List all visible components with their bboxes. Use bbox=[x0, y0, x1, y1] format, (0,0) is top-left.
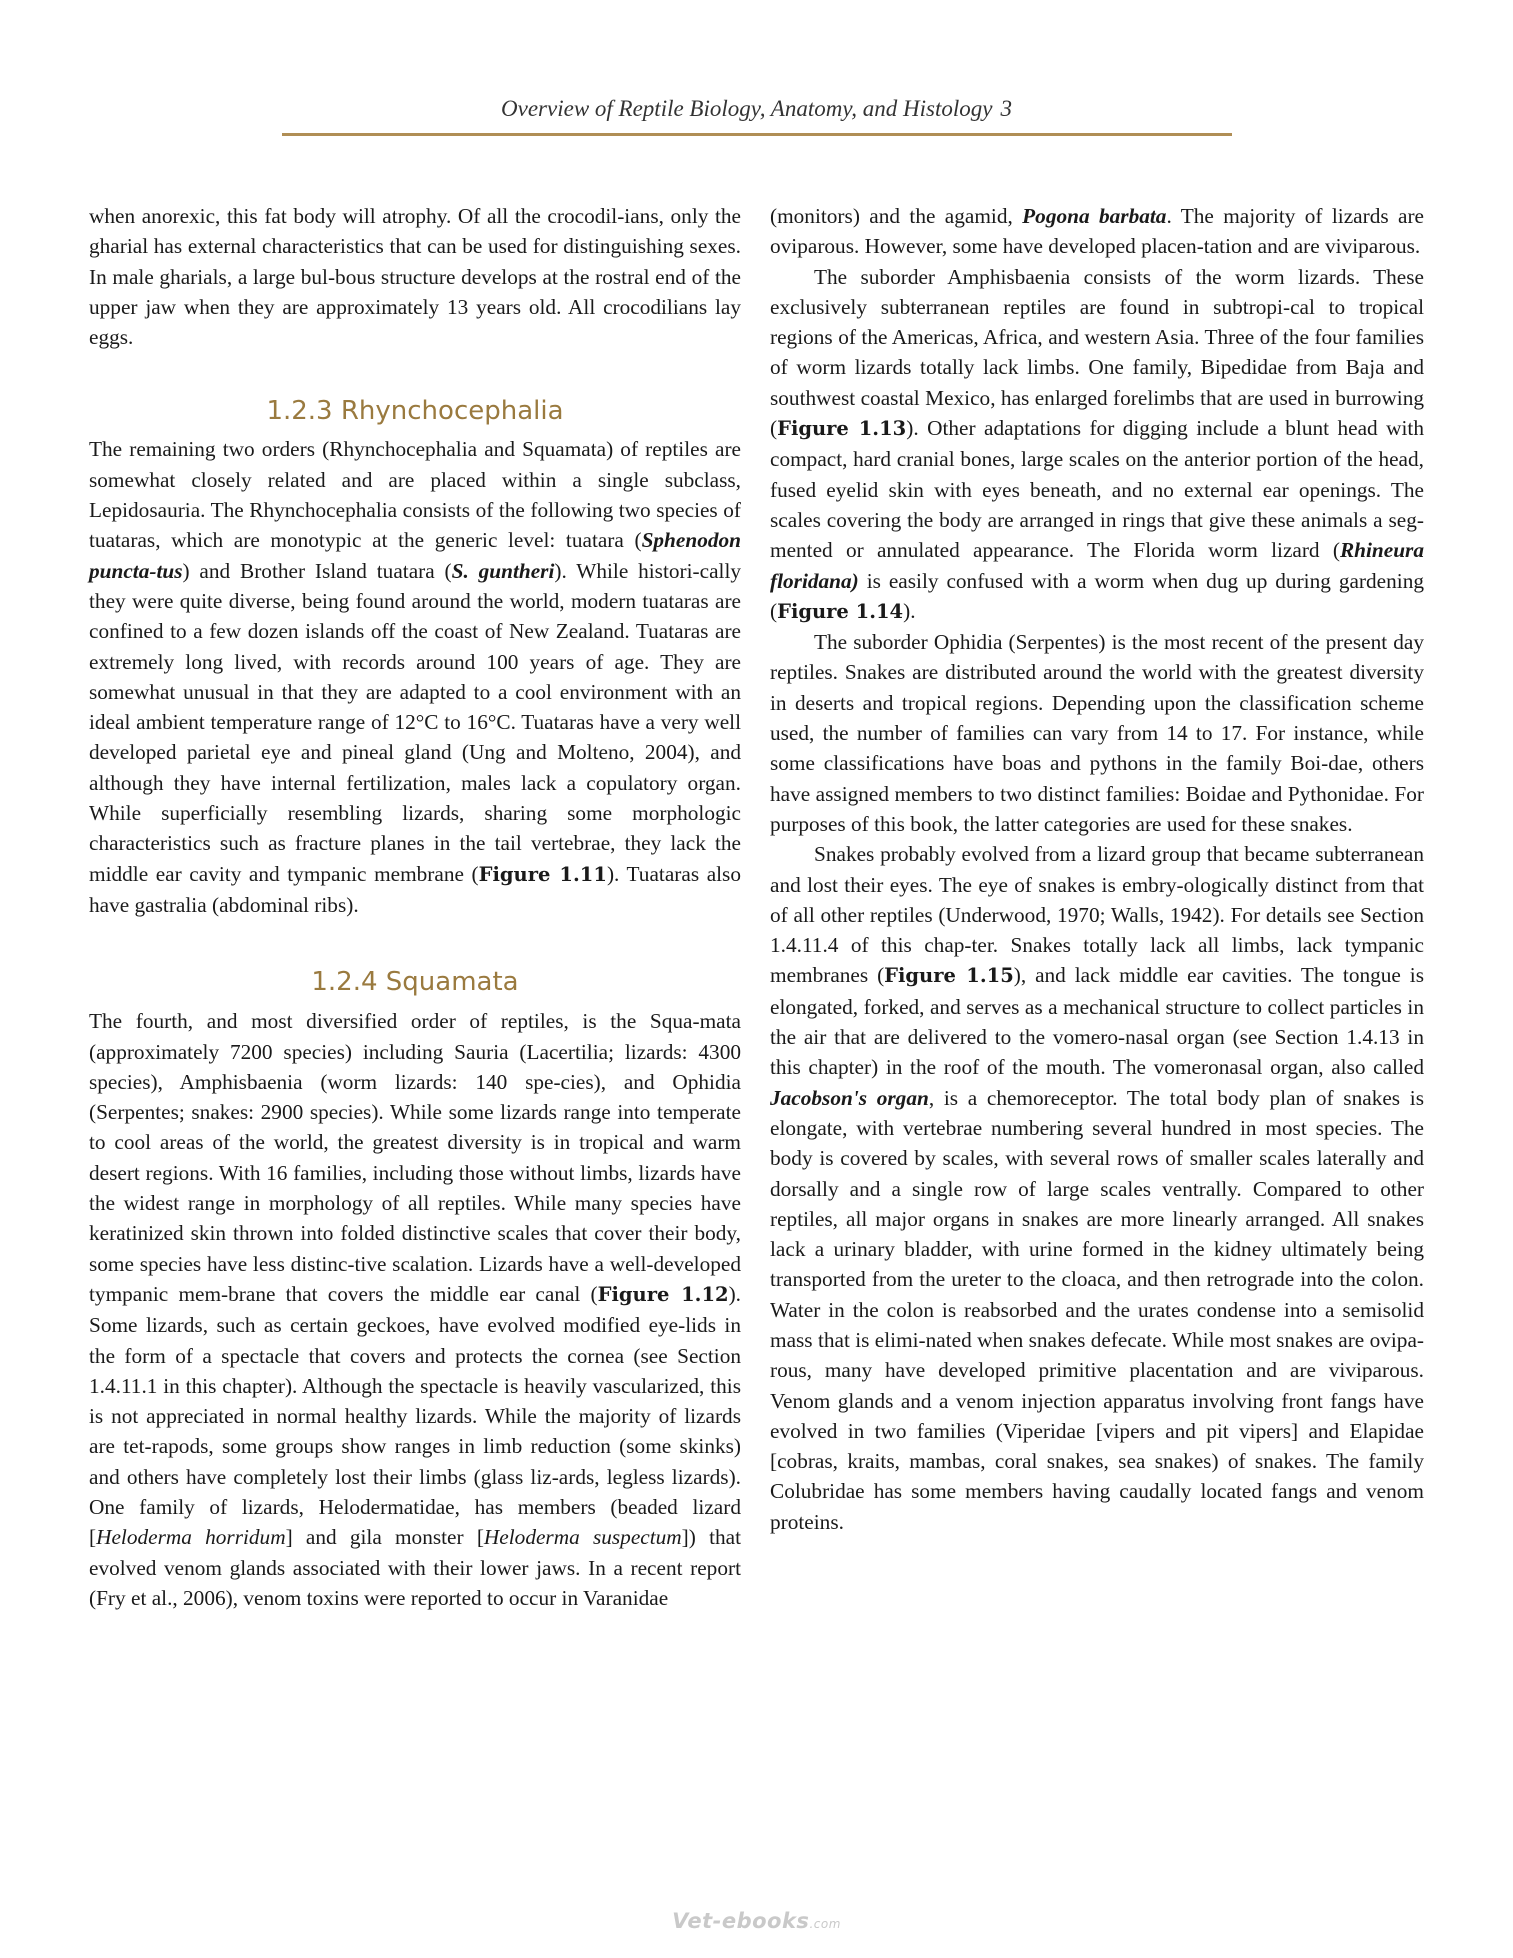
figure-reference: Figure 1.13 bbox=[777, 417, 907, 441]
running-header bbox=[0, 96, 1513, 122]
species-name: Rhineura floridana) bbox=[770, 538, 1424, 593]
text-run: ). Other adaptations for digging include a blunt head with compact, hard cranial bones, large scales on the anterior portion of the head, fused eyelid skin with eyes beneath, and no external ear openings. The scales covering the body are arranged in rings that give these animals a seg-mented or annulated appearance. The Florida worm lizard ( bbox=[770, 416, 1424, 563]
paragraph-amphisbaenia bbox=[770, 262, 1424, 628]
text-run: is easily confused with a worm when dug up during gardening ( bbox=[770, 568, 1424, 623]
running-title: Overview of Reptile Biology, Anatomy, and Histology bbox=[501, 96, 993, 121]
species-name: S. guntheri bbox=[451, 558, 555, 583]
text-run: The remaining two orders (Rhynchocephalia and Squamata) of reptiles are somewhat closely related and are placed within a single subclass, Lepidosauria. The Rhynchocephalia consists of the following two species of tuataras, which are monotypic at the generic level: tuatara ( bbox=[89, 437, 741, 553]
watermark-domain: .com bbox=[809, 1917, 841, 1931]
text-run: ] and gila monster [ bbox=[285, 1525, 484, 1550]
text-run: , is a chemoreceptor. The total body plan of snakes is elongate, with vertebrae numbering several hundred in most species. The body is covered by scales, with several rows of smaller scales laterally and dorsally and a single row of large scales ventrally. Compared to other reptiles, all major organs in snakes are more linearly arranged. All snakes lack a urinary bladder, with urine formed in the kidney ultimately being transported from the ureter to the cloaca, and then retrograde into the colon. Water in the colon is reabsorbed and the urates condense into a semisolid mass that is elimi-nated when snakes defecate. While most snakes are ovipa-rous, many have developed primitive placentation and are viviparous. Venom glands and a venom injection apparatus involving front fangs have evolved in two families (Viperidae [vipers and pit vipers] and Elapidae [cobras, kraits, mambas, coral snakes, sea snakes) of snakes. The family Colubridae has some members having caudally located fangs and venom proteins. bbox=[770, 1085, 1424, 1534]
text-run: The suborder Amphisbaenia consists of the worm lizards. These exclusively subterranean reptiles are found in subtropi-cal to tropical regions of the Americas, Africa, and western Asia. Three of the four families of worm lizards totally lack limbs. One family, Bipedidae from Baja and southwest coastal Mexico, has enlarged forelimbs that are used in burrowing ( bbox=[770, 264, 1424, 441]
text-run: ). Tuataras also have gastralia (abdominal ribs). bbox=[89, 861, 741, 917]
figure-reference: Figure 1.15 bbox=[884, 964, 1014, 988]
watermark-text: Vet-ebooks bbox=[672, 1909, 810, 1933]
text-run: (monitors) and the agamid, bbox=[770, 204, 1023, 228]
text-run: The fourth, and most diversified order of reptiles, is the Squa-mata (approximately 7200 species) including Sauria (Lacertilia; lizards: 4300 species), Amphisbaenia (worm lizards: 140 spe-cies), and Ophidia (Serpentes; snakes: 2900 species). While some lizards range into temperate to cool areas of the world, the greatest diversity is in tropical and warm desert regions. With 16 families, including those without limbs, lizards have the widest range in morphology of all reptiles. While many species have keratinized skin thrown into folded distinctive scales that cover their body, some species have less distinc-tive scalation. Lizards have a well-developed tympanic mem-brane that covers the middle ear canal ( bbox=[89, 1009, 741, 1306]
paragraph-rhynchocephalia bbox=[89, 434, 741, 920]
figure-reference: Figure 1.11 bbox=[478, 862, 607, 886]
text-run: when anorexic, this fat body will atrophy. Of all the crocodil-ians, only the gharial has external characteristics that can be used for distinguishing sexes. In male gharials, a large bul-bous structure develops at the rostral end of the upper jaw when they are approximately 13 years old. All crocodilians lay eggs. bbox=[89, 204, 741, 350]
heading-squamata: 1.2.4 Squamata bbox=[311, 967, 519, 998]
header-rule bbox=[282, 133, 1232, 136]
text-run: ) and Brother Island tuatara ( bbox=[182, 558, 452, 583]
paragraph-squamata bbox=[89, 1006, 741, 1613]
heading-rhynchocephalia: 1.2.3 Rhynchocephalia bbox=[266, 396, 564, 427]
species-name: Heloderma horridum bbox=[96, 1525, 286, 1550]
watermark-logo bbox=[0, 1909, 1513, 1933]
page-number: 3 bbox=[1000, 96, 1012, 121]
text-run: The suborder Ophidia (Serpentes) is the most recent of the present day reptiles. Snakes are distributed around the world with the greatest diversity in deserts and tropical regions. Depending upon the classification scheme used, the number of families can vary from 14 to 17. For instance, while some classifications have boas and pythons in the family Boi-dae, others have assigned members to two distinct families: Boidae and Pythonidae. For purposes of this book, the latter categories are used for these snakes. bbox=[770, 630, 1424, 836]
figure-reference: Figure 1.14 bbox=[777, 599, 904, 623]
species-name: Heloderma suspectum bbox=[483, 1525, 682, 1550]
text-run: ]) that evolved venom glands associated with their lower jaws. In a recent report (Fry et al., 2006), venom toxins were reported to occur in Varanidae bbox=[89, 1525, 741, 1610]
species-name: Pogona barbata bbox=[1022, 204, 1167, 228]
right-column bbox=[770, 201, 1424, 1537]
text-run: ). While histori-cally they were quite diverse, being found around the world, modern tuataras are confined to a few dozen islands off the coast of New Zealand. Tuataras are extremely long lived, with records around 100 years of age. They are somewhat unusual in that they are adapted to a cool environment with an ideal ambient temperature range of 12°C to 16°C. Tuataras have a very well developed parietal eye and pineal gland (Ung and Molteno, 2004), and although they have internal fertilization, males lack a copulatory organ. While superficially resembling lizards, sharing some morphologic characteristics such as fracture planes in the tail vertebrae, they lack the middle ear cavity and tympanic membrane ( bbox=[89, 558, 742, 886]
text-run: ). bbox=[903, 598, 916, 623]
left-column bbox=[89, 201, 741, 1613]
paragraph-ophidia bbox=[770, 627, 1424, 839]
paragraph-crocodilians bbox=[89, 201, 741, 352]
species-name: Jacobson's organ bbox=[770, 1085, 929, 1110]
paragraph-snakes bbox=[770, 839, 1424, 1537]
text-run: ). Some lizards, such as certain geckoes, have evolved modified eye-lids in the form of a spectacle that covers and protects the cornea (see Section 1.4.11.1 in this chapter). Although the spectacle is heavily vascularized, this is not appreciated in normal healthy lizards. While the majority of lizards are tet-rapods, some groups show ranges in limb reduction (some skinks) and others have completely lost their limbs (glass liz-ards, legless lizards). One family of lizards, Helodermatidae, has members (beaded lizard [ bbox=[89, 1281, 741, 1550]
paragraph-monitors bbox=[770, 201, 1424, 262]
text-run: Snakes probably evolved from a lizard group that became subterranean and lost their eyes. The eye of snakes is embry-ologically distinct from that of all other reptiles (Underwood, 1970; Walls, 1942). For details see Section 1.4.11.4 of this chap-ter. Snakes totally lack all limbs, lack tympanic membranes ( bbox=[770, 842, 1424, 988]
figure-reference: Figure 1.12 bbox=[597, 1282, 729, 1306]
text-run: ), and lack middle ear cavities. The tongue is elongated, forked, and serves as a mechanical structure to collect particles in the air that are delivered to the vomero-nasal organ (see Section 1.4.13 in this chapter) in the roof of the mouth. The vomeronasal organ, also called bbox=[770, 963, 1424, 1080]
text-run: . The majority of lizards are oviparous. However, some have developed placen-tation and are viviparous. bbox=[770, 204, 1424, 259]
species-name: Sphenodon puncta-tus bbox=[89, 528, 741, 583]
